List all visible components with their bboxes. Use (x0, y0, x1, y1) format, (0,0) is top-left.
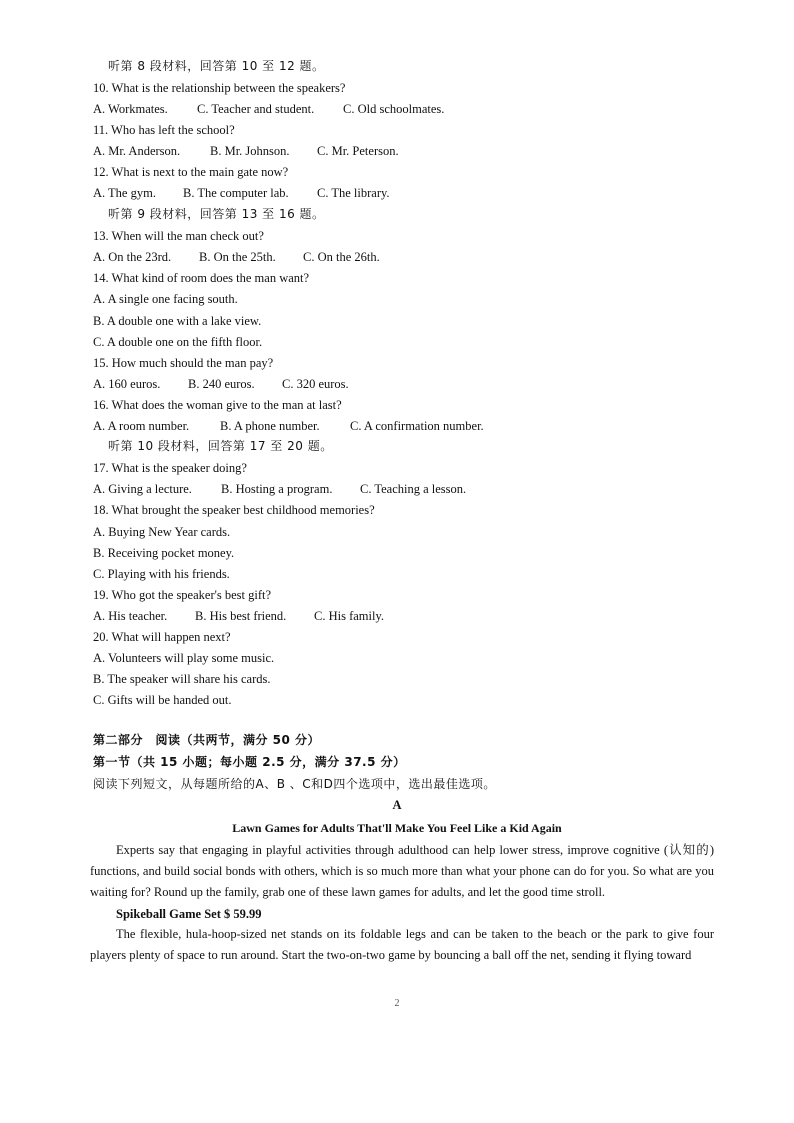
question-14-option-b: B. A double one with a lake view. (93, 314, 262, 328)
question-17-option-a: A. Giving a lecture. (93, 482, 192, 496)
question-18-stem: 18. What brought the speaker best childhood memories? (93, 503, 375, 517)
question-10-option-b: C. Teacher and student. (197, 102, 315, 116)
question-19-option-b: B. His best friend. (195, 609, 287, 623)
section-10-header: 听第 10 段材料，回答第 17 至 20 题。 (108, 439, 333, 453)
question-16-options (93, 418, 484, 434)
question-12-option-c: C. The library. (317, 186, 390, 200)
passage-paragraph-2: The flexible, hula-hoop-sized net stands on its foldable legs and can be taken to the beach or the park to give four players plenty of space to run around. Start the two-on-two game by bouncing a ball off the net, sending it flying toward (90, 927, 714, 962)
question-19-stem: 19. Who got the speaker's best gift? (93, 588, 272, 602)
question-17-option-b: B. Hosting a program. (221, 482, 333, 496)
question-11-stem: 11. Who has left the school? (93, 123, 235, 137)
page-number: 2 (394, 998, 400, 1009)
passage-letter: A (392, 798, 402, 812)
question-13-option-c: C. On the 26th. (303, 250, 380, 264)
question-12-options (93, 185, 390, 201)
question-19-options (93, 608, 384, 624)
question-13-stem: 13. When will the man check out? (93, 229, 264, 243)
question-14-stem: 14. What kind of room does the man want? (93, 271, 310, 285)
question-15-option-a: A. 160 euros. (93, 377, 161, 391)
question-15-options (93, 376, 349, 392)
question-11-option-b: B. Mr. Johnson. (210, 144, 290, 158)
question-13-option-a: A. On the 23rd. (93, 250, 172, 264)
question-14-option-c: C. A double one on the fifth floor. (93, 335, 263, 349)
question-18-option-a: A. Buying New Year cards. (93, 525, 231, 539)
question-16-stem: 16. What does the woman give to the man at last? (93, 398, 342, 412)
passage-paragraph-1: Experts say that engaging in playful activities through adulthood can help lower stress, improve cognitive (认知的) functions, and build social bonds with others, which is so much more than what your phone can do for you. So what are you waiting for? Round up the family, grab one of these lawn games for adults, and let the good time stroll. (90, 843, 714, 899)
question-11-option-c: C. Mr. Peterson. (317, 144, 399, 158)
question-12-option-b: B. The computer lab. (183, 186, 289, 200)
question-10-option-a: A. Workmates. (93, 102, 168, 116)
question-13-option-b: B. On the 25th. (199, 250, 276, 264)
question-13-options (93, 249, 380, 265)
question-12-option-a: A. The gym. (93, 186, 156, 200)
question-20-stem: 20. What will happen next? (93, 630, 231, 644)
question-10-stem: 10. What is the relationship between the speakers? (93, 81, 346, 95)
question-17-option-c: C. Teaching a lesson. (360, 482, 467, 496)
question-20-option-c: C. Gifts will be handed out. (93, 693, 232, 707)
question-16-option-a: A. A room number. (93, 419, 190, 433)
item-1-title: Spikeball Game Set $ 59.99 (116, 907, 262, 921)
question-10-option-c: C. Old schoolmates. (343, 102, 445, 116)
question-11-option-a: A. Mr. Anderson. (93, 144, 181, 158)
section-9-header: 听第 9 段材料，回答第 13 至 16 题。 (108, 207, 325, 221)
question-17-options (93, 481, 466, 497)
question-16-option-b: B. A phone number. (220, 419, 320, 433)
question-19-option-a: A. His teacher. (93, 609, 168, 623)
question-18-option-c: C. Playing with his friends. (93, 567, 230, 581)
question-16-option-c: C. A confirmation number. (350, 419, 484, 433)
question-20-option-b: B. The speaker will share his cards. (93, 672, 271, 686)
passage-title: Lawn Games for Adults That'll Make You Feel Like a Kid Again (232, 821, 562, 835)
section-8-header: 听第 8 段材料，回答第 10 至 12 题。 (108, 59, 325, 73)
reading-section-title: 第一节（共 15 小题；每小题 2.5 分，满分 37.5 分） (93, 755, 406, 769)
question-19-option-c: C. His family. (314, 609, 385, 623)
question-20-option-a: A. Volunteers will play some music. (93, 651, 275, 665)
question-11-options (93, 143, 399, 159)
question-10-options (93, 101, 444, 117)
question-15-stem: 15. How much should the man pay? (93, 356, 274, 370)
question-15-option-c: C. 320 euros. (282, 377, 349, 391)
question-12-stem: 12. What is next to the main gate now? (93, 165, 289, 179)
question-17-stem: 17. What is the speaker doing? (93, 461, 247, 475)
question-18-option-b: B. Receiving pocket money. (93, 546, 235, 560)
question-14-option-a: A. A single one facing south. (93, 292, 238, 306)
reading-instruction: 阅读下列短文，从每题所给的A、B 、C和D四个选项中，选出最佳选项。 (93, 777, 496, 791)
reading-part-title: 第二部分 阅读（共两节，满分 50 分） (93, 733, 321, 747)
question-15-option-b: B. 240 euros. (188, 377, 255, 391)
